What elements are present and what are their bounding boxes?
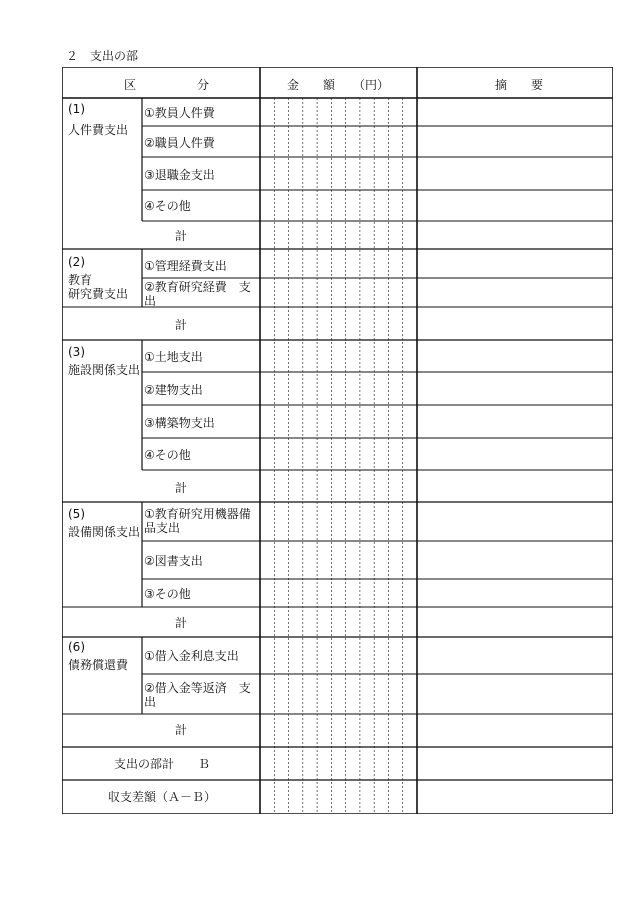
group-5-item-1: ①借入金利息支出: [144, 649, 239, 663]
group-2-number: (2): [68, 255, 85, 269]
group-1-item-3: ③退職金支出: [144, 168, 215, 182]
group-4-subtotal: 計: [175, 616, 188, 630]
group-3-item-4: ④その他: [144, 448, 191, 462]
group-2-subtotal: 計: [175, 318, 188, 332]
group-5-item-2: ②借入金等返済 支出: [144, 681, 251, 709]
group-1-subtotal: 計: [175, 229, 188, 243]
group-4-item-2: ②図書支出: [144, 554, 203, 568]
group-1-item-4: ④その他: [144, 199, 191, 213]
group-3-name: 施設関係支出: [68, 363, 141, 377]
header-category-left: 区: [124, 78, 137, 92]
header-amount: 金 額 （円）: [287, 78, 390, 92]
group-2-name: 教育 研究費支出: [68, 273, 129, 301]
group-1-item-1: ①教員人件費: [144, 106, 215, 120]
group-2-item-1: ①管理経費支出: [144, 259, 227, 273]
group-2-item-2: ②教育研究経費 支出: [144, 280, 251, 308]
header-remarks: 摘 要: [495, 78, 544, 92]
group-5-name: 債務償還費: [68, 658, 129, 672]
group-3-item-1: ①土地支出: [144, 350, 203, 364]
group-5-number: (6): [68, 640, 85, 654]
group-1-number: (1): [68, 102, 85, 116]
group-1-item-2: ②職員人件費: [144, 136, 215, 150]
group-3-item-3: ③構築物支出: [144, 416, 215, 430]
expenditure-table: [62, 67, 613, 814]
group-3-number: (3): [68, 345, 85, 359]
group-3-item-2: ②建物支出: [144, 383, 203, 397]
balance-label: 収支差額（Ａ－Ｂ）: [108, 790, 217, 804]
group-3-subtotal: 計: [175, 481, 188, 495]
group-4-name: 設備関係支出: [68, 525, 141, 539]
expenditure-total-label: 支出の部計 Ｂ: [114, 757, 211, 771]
header-category-right: 分: [197, 78, 210, 92]
group-4-number: (5): [68, 507, 85, 521]
group-1-name: 人件費支出: [68, 123, 129, 137]
section-title: ２ 支出の部: [66, 49, 139, 63]
group-4-item-1: ①教育研究用機器備品支出: [144, 507, 251, 535]
group-4-item-3: ③その他: [144, 587, 191, 601]
group-5-subtotal: 計: [175, 723, 188, 737]
